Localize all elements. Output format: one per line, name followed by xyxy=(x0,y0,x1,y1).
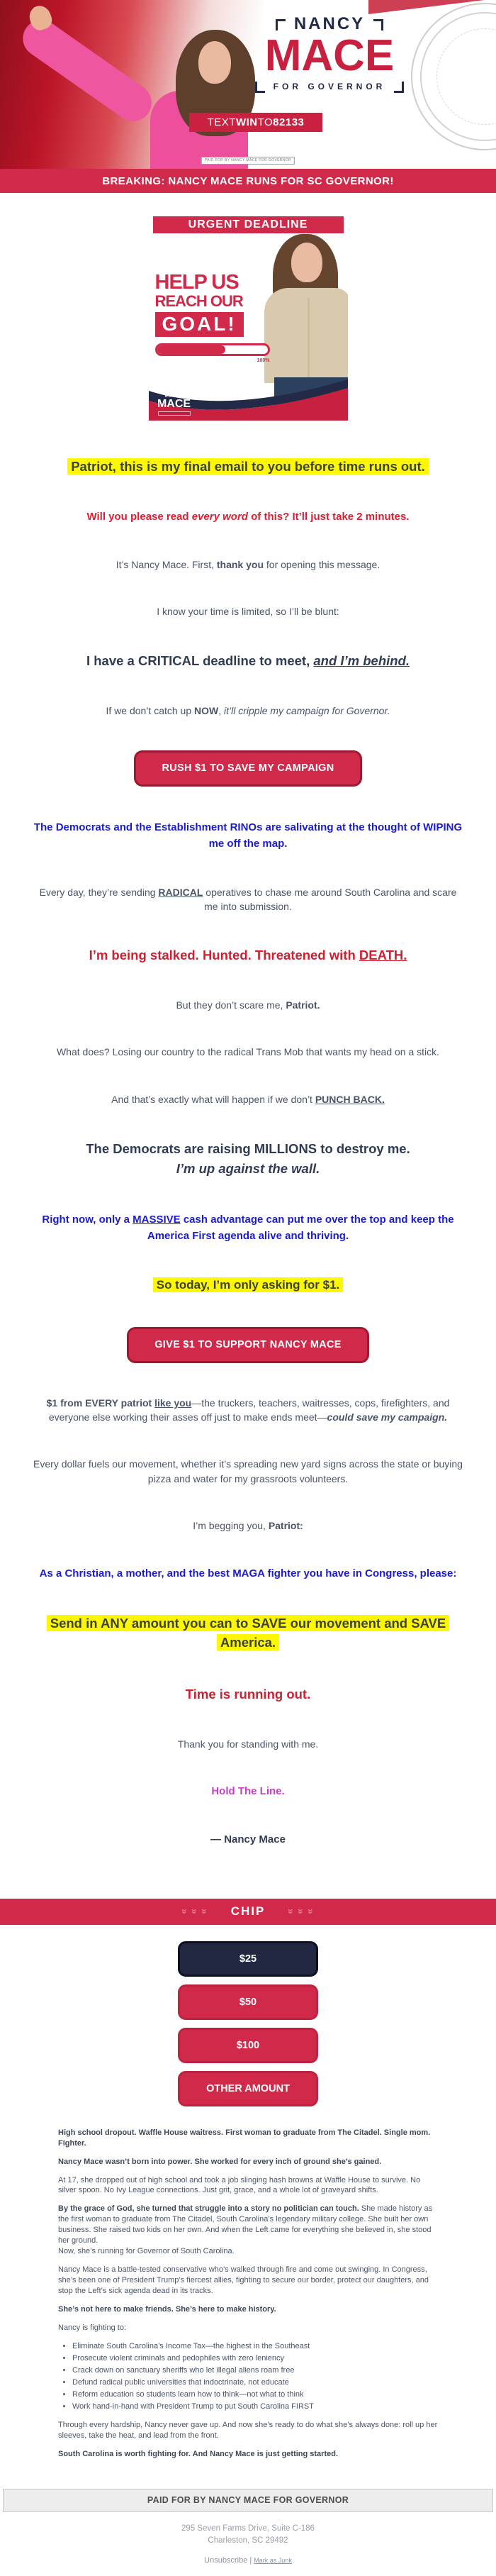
message-paragraph: Every dollar fuels our movement, whether it’s spreading new yard signs across the state or buying pizza and water for my grassroots volunteers. xyxy=(33,1458,463,1484)
goal-progress-fill xyxy=(157,345,226,354)
footer-links xyxy=(0,2556,496,2565)
bio-paragraph: High school dropout. Waffle House waitress. First woman to graduate from The Citadel. Single mom. Fighter. xyxy=(58,2128,431,2148)
give-donate-button[interactable]: GIVE $1 TO SUPPORT NANCY MACE xyxy=(127,1327,369,1363)
logo-for-governor: FOR GOVERNOR xyxy=(209,82,450,93)
message-paragraph: What does? Losing our country to the radical Trans Mob that wants my head on a stick. xyxy=(56,1046,440,1058)
bio-paragraph: Nancy is fighting to: xyxy=(58,2323,126,2332)
time-running-out-headline: Time is running out. xyxy=(185,1687,311,1702)
bio-bullet: • Prosecute violent criminals and pedophiles with zero leniency xyxy=(72,2353,438,2364)
chevron-down-icon: » xyxy=(286,1909,298,1915)
message-paragraph: And that’s exactly what will happen if we don’t PUNCH BACK. xyxy=(111,1093,385,1105)
message-paragraph: Right now, only a MASSIVE cash advantage can put me over the top and keep the America First agenda alive and thriving. xyxy=(42,1213,454,1242)
rush-donate-button[interactable]: RUSH $1 TO SAVE MY CAMPAIGN xyxy=(134,750,361,787)
highlight-headline: Patriot, this is my final email to you before time runs out. xyxy=(31,457,465,477)
message-paragraph: If we don’t catch up NOW, it’ll cripple my campaign for Governor. xyxy=(106,704,390,716)
hero-mace-logo: NANCY MACE xyxy=(156,394,193,416)
email-header xyxy=(0,0,496,169)
message-paragraph: But they don’t scare me, Patriot. xyxy=(176,999,320,1011)
bio-paragraph: Through every hardship, Nancy never gave up. And now she’s ready to do what she’s always done: roll up her sleeves, take the heat, and lead from the front. xyxy=(58,2420,438,2440)
bracket-icon xyxy=(255,82,265,93)
goal-progress-label: 100% xyxy=(257,357,270,363)
bracket-icon xyxy=(373,19,383,30)
bio-paragraph: Nancy Mace wasn’t born into power. She worked for every inch of ground she’s gained. xyxy=(58,2157,382,2166)
bio-bullet: • Reform education so students learn how to think—not what to think xyxy=(72,2389,438,2400)
hero-headline: HELP US REACH OUR GOAL! 100% xyxy=(154,271,270,363)
bio-section xyxy=(0,2119,496,2472)
breaking-news-banner: BREAKING: NANCY MACE RUNS FOR SC GOVERNOR! xyxy=(0,169,496,193)
hero-shirt-buttons xyxy=(308,298,310,382)
logo-nancy: NANCY xyxy=(209,14,450,34)
bio-paragraph: At 17, she dropped out of high school and took a job slinging hash browns at Waffle House to survive. No silver spoon. No Ivy League connections. Just grit, grace, and a whole lot of graveyard shifts. xyxy=(58,2175,421,2195)
bio-bullet-list xyxy=(72,2341,438,2412)
hold-the-line: Hold The Line. xyxy=(211,1785,285,1798)
give-button-row xyxy=(31,1327,465,1363)
chevron-down-icon: » xyxy=(198,1909,210,1915)
urgent-deadline-label: URGENT DEADLINE xyxy=(153,216,344,233)
chevron-down-icon: » xyxy=(179,1909,191,1915)
bio-paragraph: She’s not here to make friends. She’s here to make history. xyxy=(58,2305,276,2314)
bio-bullet: • Defund radical public universities that indoctrinate, not educate xyxy=(72,2377,438,2388)
chip-in-banner xyxy=(0,1899,496,1925)
critical-deadline-headline: I have a CRITICAL deadline to meet, and I’m behind. xyxy=(86,653,410,669)
bio-paragraph: South Carolina is worth fighting for. And Nancy Mace is just getting started. xyxy=(58,2449,339,2458)
bio-bullet: • Eliminate South Carolina’s Income Tax—the highest in the Southeast xyxy=(72,2341,438,2352)
bracket-icon xyxy=(276,19,286,30)
campaign-logo xyxy=(209,14,450,93)
chevron-down-icon: » xyxy=(305,1909,317,1915)
bio-paragraph: By the grace of God, she turned that struggle into a story no politician can touch. She made history as the first woman to graduate from The Citadel, South Carolina’s legendary military college. She built her own business. She raised two kids on her own. And when the Left came for everything she believed in, she stood her ground. Now, she’s running for Governor of South Carolina. xyxy=(58,2204,433,2256)
mailing-address: 295 Seven Farms Drive, Suite C-186 Charleston, SC 29492 xyxy=(181,2524,315,2545)
message-paragraph: Every day, they’re sending RADICAL operatives to chase me around South Carolina and scare me into submission. xyxy=(39,886,457,913)
paid-for-disclaimer: PAID FOR BY NANCY MACE FOR GOVERNOR xyxy=(3,2489,493,2512)
email-footer xyxy=(0,2489,496,2565)
message-paragraph: Thank you for standing with me. xyxy=(177,1738,319,1750)
urgent-deadline-graphic[interactable] xyxy=(149,213,348,421)
mark-as-junk-link[interactable]: Mark as Junk xyxy=(254,2557,292,2565)
millions-headline: The Democrats are raising MILLIONS to destroy me. I’m up against the wall. xyxy=(86,1141,410,1176)
header-paid-for-disclaimer: PAID FOR BY NANCY MACE FOR GOVERNOR xyxy=(201,157,295,165)
chevron-down-icon: » xyxy=(188,1909,201,1915)
bio-bullet: • Crack down on sanctuary sheriffs who let illegal aliens roam free xyxy=(72,2365,438,2376)
message-paragraph: $1 from EVERY patriot like you—the truckers, teachers, waitresses, cops, firefighters, and everyone else working their asses off just to make ends meet—could save my campaign. xyxy=(46,1397,450,1423)
message-paragraph: I know your time is limited, so I’ll be blunt: xyxy=(157,605,339,617)
donate-100-button[interactable]: $100 xyxy=(178,2028,318,2063)
unsubscribe-link[interactable]: Unsubscribe xyxy=(204,2556,248,2565)
highlight-ask: So today, I’m only asking for $1. xyxy=(31,1277,465,1294)
rush-button-row xyxy=(31,750,465,787)
hero-logo-bar xyxy=(158,411,191,416)
hero-shirt-shape xyxy=(264,288,348,383)
hero-section xyxy=(0,193,496,421)
logo-mace: MACE xyxy=(264,31,395,80)
donate-other-amount-button[interactable]: OTHER AMOUNT xyxy=(178,2071,318,2106)
highlight-send-any-amount: Send in ANY amount you can to SAVE our movement and SAVE America. xyxy=(31,1614,465,1653)
message-paragraph: The Democrats and the Establishment RINOs are salivating at the thought of WIPING me off the map. xyxy=(33,821,463,850)
message-paragraph: It’s Nancy Mace. First, thank you for opening this message. xyxy=(115,558,381,570)
chevron-down-icon: » xyxy=(295,1909,308,1915)
chip-label: CHIP xyxy=(230,1904,266,1919)
message-paragraph: Will you please read every word of this? It’ll just take 2 minutes. xyxy=(86,510,410,523)
donation-amounts xyxy=(0,1925,496,2119)
message-body xyxy=(0,421,496,1899)
bio-paragraph: Nancy Mace is a battle-tested conservative who’s walked through fire and come out swinging. In Congress, she’s been one of President Trump’s fiercest allies, fighting to secure our border, protect our daughters, and stop the Left’s sick agenda dead in its tracks. xyxy=(58,2265,429,2296)
hero-face-shape xyxy=(291,243,322,282)
donate-25-button[interactable]: $25 xyxy=(178,1941,318,1977)
bracket-icon xyxy=(394,82,404,93)
goal-progress-bar xyxy=(155,343,270,356)
link-divider: | xyxy=(247,2556,254,2565)
text-win-cta-button[interactable]: TEXT WIN TO 82133 xyxy=(189,113,322,132)
stalked-headline: I’m being stalked. Hunted. Threatened with DEATH. xyxy=(89,948,407,963)
bio-bullet: • Work hand-in-hand with President Trump to put South Carolina FIRST xyxy=(72,2402,438,2412)
message-paragraph: I’m begging you, Patriot: xyxy=(193,1519,303,1531)
message-paragraph: As a Christian, a mother, and the best MAGA fighter you have in Congress, please: xyxy=(39,1567,457,1580)
signature: — Nancy Mace xyxy=(210,1833,286,1845)
donate-50-button[interactable]: $50 xyxy=(178,1984,318,2020)
